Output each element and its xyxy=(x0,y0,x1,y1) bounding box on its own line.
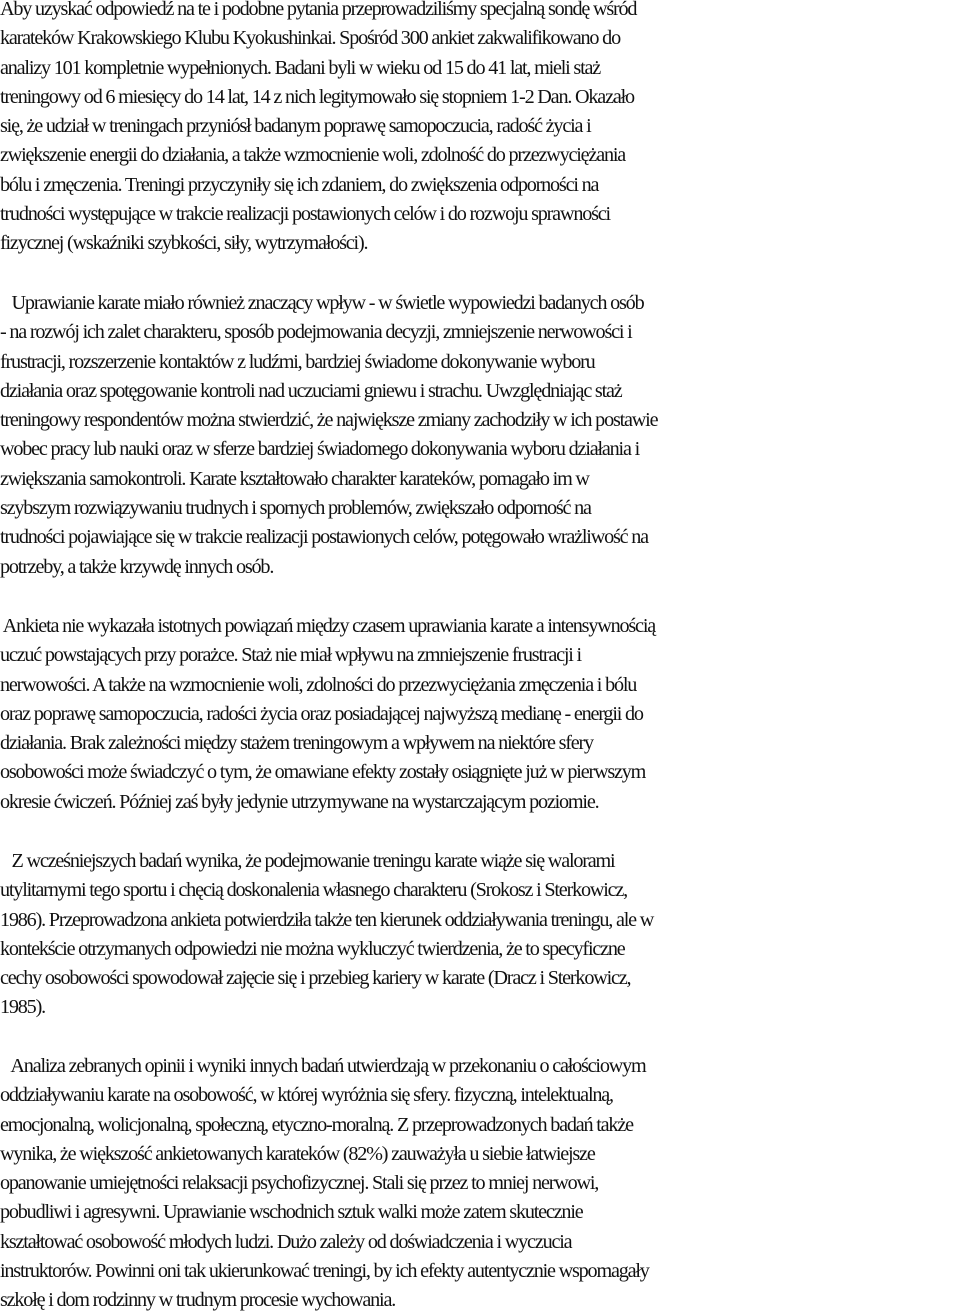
text-line: kontekście otrzymanych odpowiedzi nie można wykluczyć twierdzenia, że to specyficzne xyxy=(0,937,625,960)
text-line: utylitarnymi tego sportu i chęcią doskonalenia własnego charakteru (Srokosz i Sterkowicz, xyxy=(0,879,628,902)
text-line: szybszym rozwiązywaniu trudnych i spornych problemów, zwiększało odporność na xyxy=(0,497,591,520)
text-line: emocjonalną, wolicjonalną, społeczną, etyczno-moralną. Z przeprowadzonych badań także xyxy=(0,1113,633,1136)
text-line: - na rozwój ich zalet charakteru, sposób podejmowania decyzji, zmniejszenie nerwowości i xyxy=(0,321,632,344)
text-line: trudności pojawiające się w trakcie realizacji postawionych celów, potęgowało wrażliwość na xyxy=(0,526,648,549)
text-line: się, że udział w treningach przyniósł badanym poprawę samopoczucia, radość życia i xyxy=(0,115,591,138)
text-line: wynika, że większość ankietowanych karateków (82%) zauważyła u siebie łatwiejsze xyxy=(0,1142,595,1165)
text-line: karateków Krakowskiego Klubu Kyokushinkai. Spośród 300 ankiet zakwalifikowano do xyxy=(0,27,620,50)
text-line: oddziaływaniu karate na osobowość, w której wyróżnia się sfery. fizyczną, intelektualną, xyxy=(0,1084,613,1107)
text-line: uczuć powstających przy porażce. Staż nie miał wpływu na zmniejszenie frustracji i xyxy=(0,644,581,667)
text-line: zwiększenie energii do działania, a także wzmocnienie woli, zdolność do przezwyciężania xyxy=(0,144,626,167)
text-line: Uprawianie karate miało również znaczący wpływ - w świetle wypowiedzi badanych osób xyxy=(0,292,644,314)
text-line: Z wcześniejszych badań wynika, że podejmowanie treningu karate wiąże się walorami xyxy=(0,850,615,872)
text-line: Analiza zebranych opinii i wyniki innych badań utwierdzają w przekonaniu o całościowym xyxy=(0,1055,646,1077)
text-line: wobec pracy lub nauki oraz w sferze bardziej świadomego dokonywania wyboru działania i xyxy=(0,438,639,461)
text-line: fizycznej (wskaźniki szybkości, siły, wytrzymałości). xyxy=(0,232,368,255)
text-line: zwiększania samokontroli. Karate kształtowało charakter karateków, pomagało im w xyxy=(0,467,589,490)
text-line: kształtować osobowość młodych ludzi. Dużo zależy od doświadczenia i wyczucia xyxy=(0,1230,572,1253)
text-line: treningowy od 6 miesięcy do 14 lat, 14 z nich legitymowało się stopniem 1-2 Dan. Okazało xyxy=(0,85,634,108)
text-line: szkołę i dom rodzinny w trudnym procesie wychowania. xyxy=(0,1289,396,1312)
text-line: 1985). xyxy=(0,996,45,1019)
text-line: potrzeby, a także krzywdę innych osób. xyxy=(0,555,274,578)
paragraph-4 xyxy=(0,847,960,1023)
paragraph-1 xyxy=(0,0,960,259)
text-line: 1986). Przeprowadzona ankieta potwierdziła także ten kierunek oddziaływania treningu, ale w xyxy=(0,908,654,931)
text-line: działania oraz spotęgowanie kontroli nad uczuciami gniewu i strachu. Uwzględniając staż xyxy=(0,379,622,402)
text-line: analizy 101 kompletnie wypełnionych. Badani byli w wieku od 15 do 41 lat, mieli staż xyxy=(0,56,601,79)
text-line: Ankieta nie wykazała istotnych powiązań między czasem uprawiania karate a intensywnością xyxy=(0,615,655,637)
text-line: cechy osobowości spowodował zajęcie się i przebieg kariery w karate (Dracz i Sterkowicz, xyxy=(0,967,631,990)
text-line: bólu i zmęczenia. Treningi przyczyniły się ich zdaniem, do zwiększenia odporności na xyxy=(0,173,599,196)
text-line: treningowy respondentów można stwierdzić, że największe zmiany zachodziły w ich postawie xyxy=(0,409,658,432)
text-line: osobowości może świadczyć o tym, że omawiane efekty zostały osiągnięte już w pierwszym xyxy=(0,761,646,784)
text-line: nerwowości. A także na wzmocnienie woli, zdolności do przezwyciężania zmęczenia i bólu xyxy=(0,673,637,696)
text-line: działania. Brak zależności między stażem treningowym a wpływem na niektóre sfery xyxy=(0,732,593,755)
text-line: instruktorów. Powinni oni tak ukierunkować treningi, by ich efekty autentycznie wspomagały xyxy=(0,1260,649,1283)
text-line: oraz poprawę samopoczucia, radości życia oraz posiadającej najwyższą medianę - energii do xyxy=(0,702,643,725)
paragraph-5 xyxy=(0,1052,960,1316)
text-line: okresie ćwiczeń. Później zaś były jedynie utrzymywane na wystarczającym poziomie. xyxy=(0,790,599,813)
text-line: frustracji, rozszerzenie kontaktów z ludźmi, bardziej świadome dokonywanie wyboru xyxy=(0,350,595,373)
text-line: pobudliwi i agresywni. Uprawianie wschodnich sztuk walki może zatem skutecznie xyxy=(0,1201,583,1224)
text-line: trudności występujące w trakcie realizacji postawionych celów i do rozwoju sprawności xyxy=(0,203,610,226)
text-line: opanowanie umiejętności relaksacji psychofizycznej. Stali się przez to mniej nerwowi, xyxy=(0,1172,599,1195)
paragraph-2 xyxy=(0,289,960,582)
paragraph-3 xyxy=(0,612,960,817)
text-line: Aby uzyskać odpowiedź na te i podobne pytania przeprowadziliśmy specjalną sondę wśród xyxy=(0,0,637,20)
